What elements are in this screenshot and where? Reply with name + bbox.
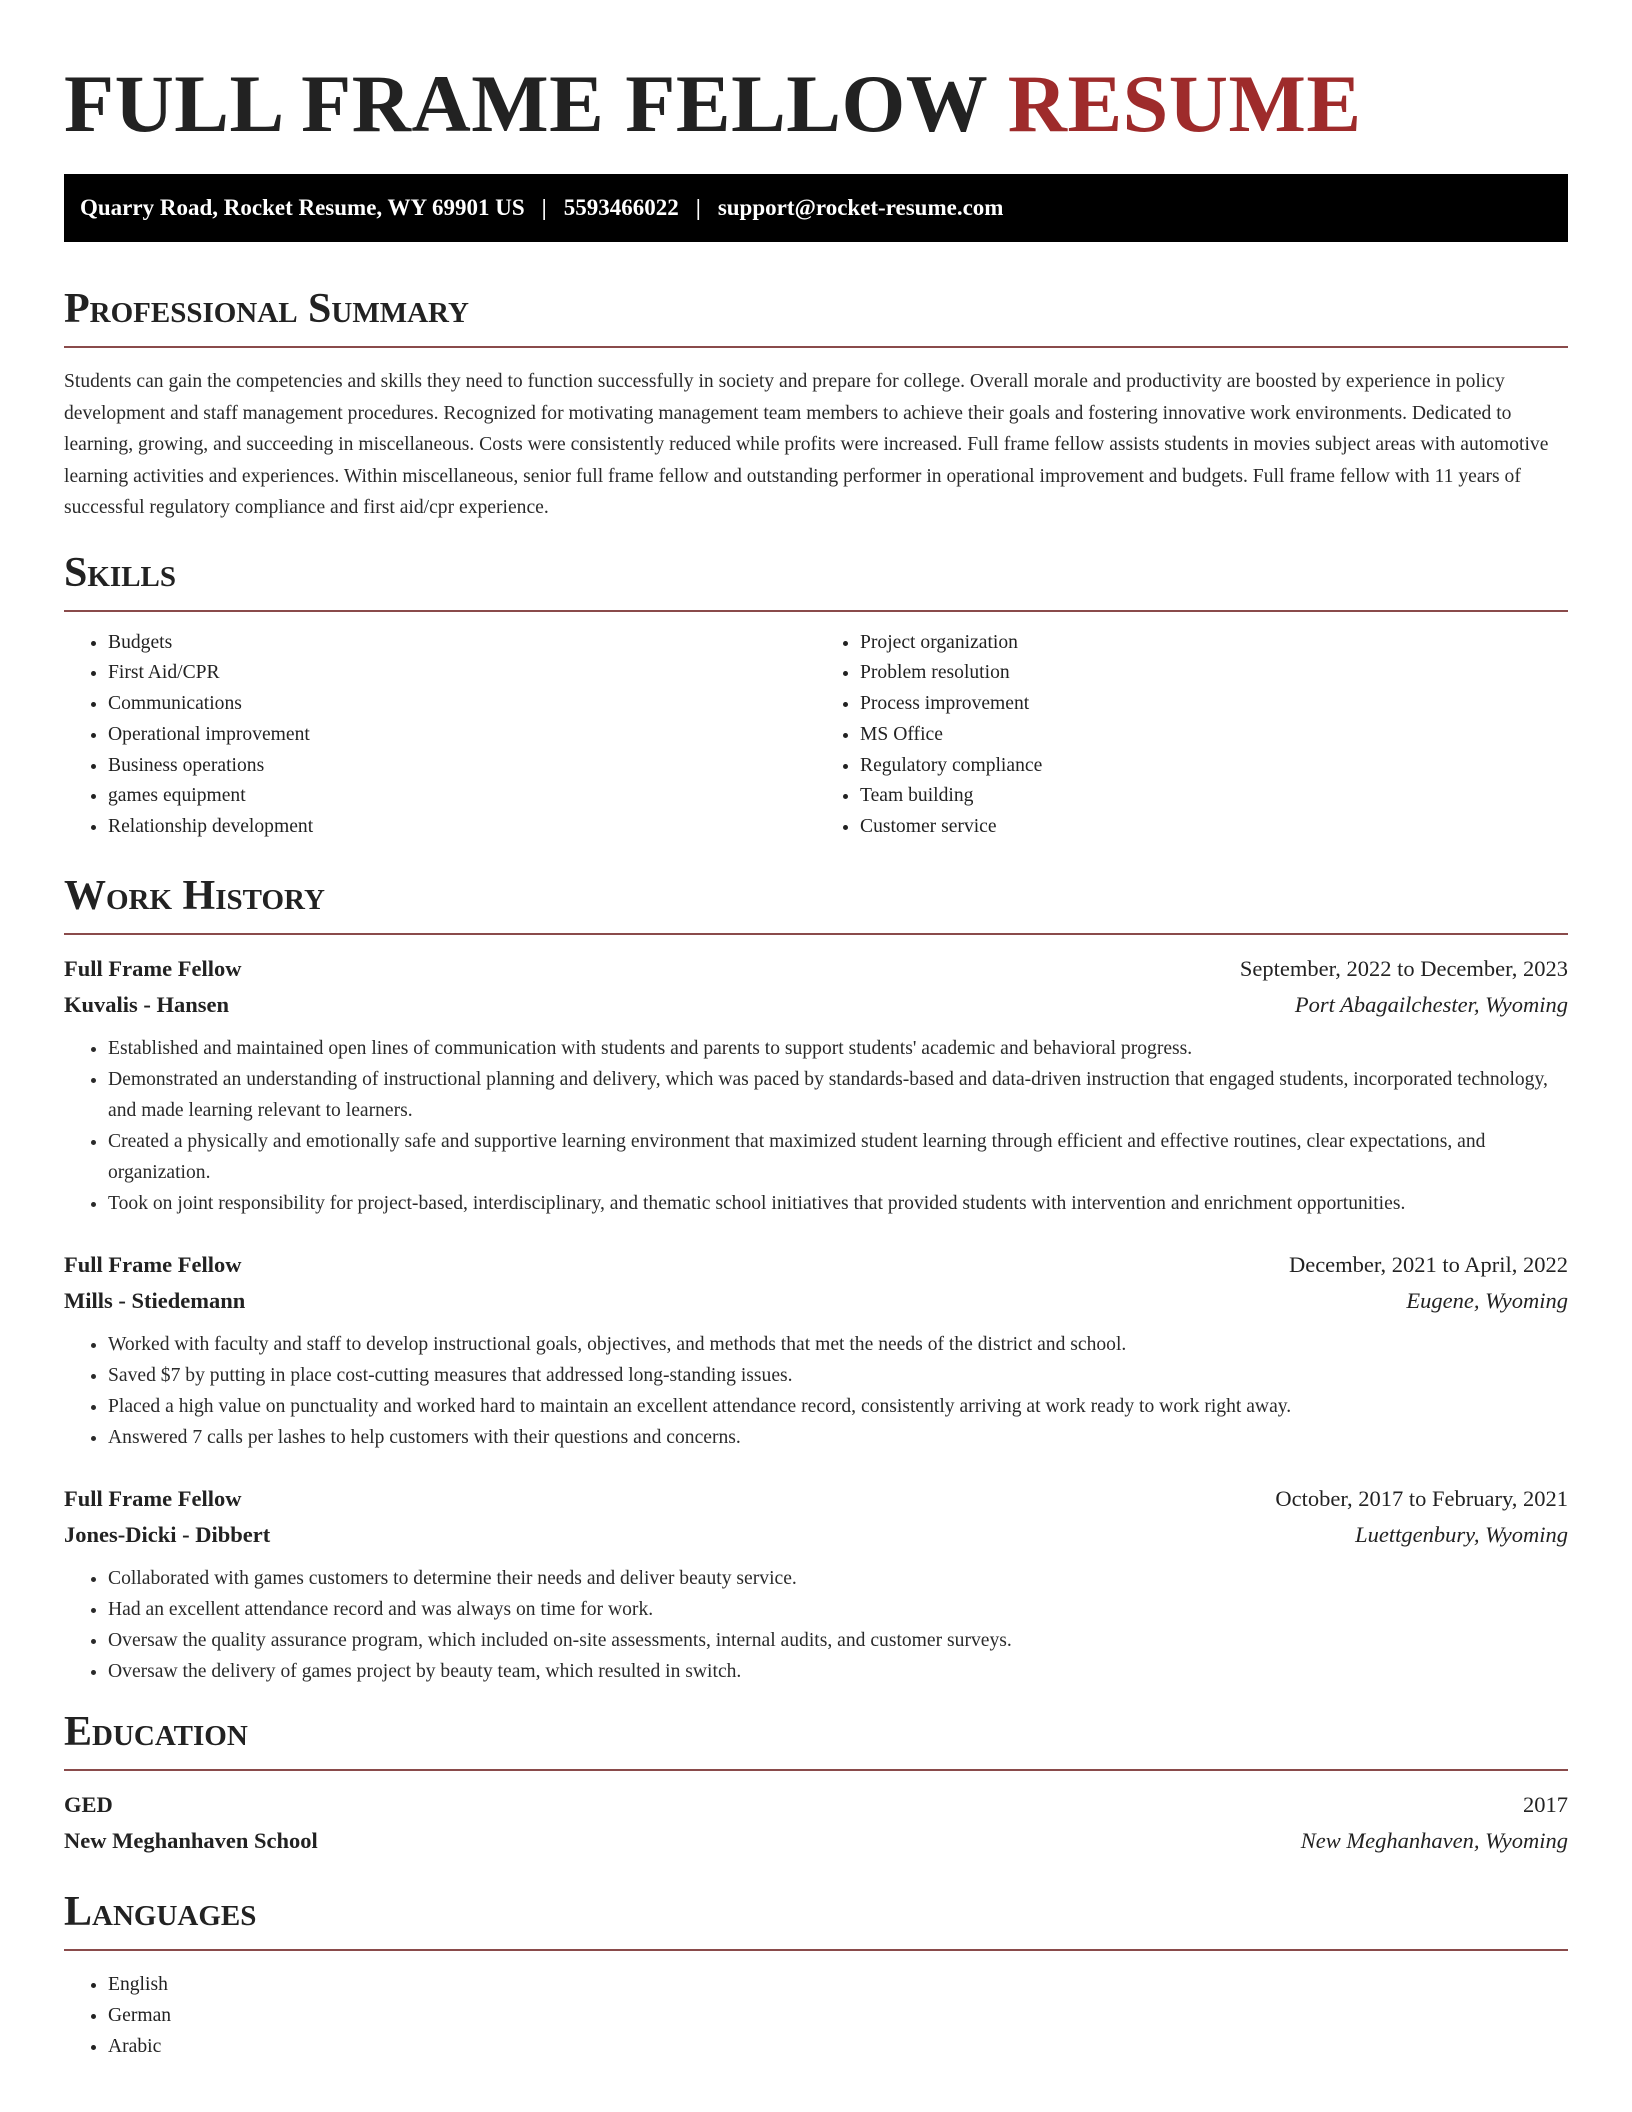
- job-title: Full Frame Fellow: [64, 956, 242, 982]
- language-item: • German: [108, 2000, 1568, 2031]
- summary-section: [64, 286, 1568, 524]
- job-company: Jones-Dicki - Dibbert: [64, 1522, 271, 1548]
- skill-item: • Business operations: [108, 751, 816, 782]
- job-bullet: • Demonstrated an understanding of instructional planning and delivery, which was paced by standards-based and data-driven instruction that engaged students, incorporated technology, and made learning relevant to learners.: [108, 1064, 1568, 1126]
- job-bullets: [64, 1033, 1568, 1219]
- section-divider: [64, 933, 1568, 935]
- education-school-row: [64, 1823, 1568, 1859]
- job-bullet: • Answered 7 calls per lashes to help customers with their questions and concerns.: [108, 1422, 1568, 1453]
- job-bullet: • Oversaw the delivery of games project by beauty team, which resulted in switch.: [108, 1656, 1568, 1687]
- contact-address: Quarry Road, Rocket Resume, WY 69901 US: [80, 195, 525, 220]
- skill-item: • games equipment: [108, 781, 816, 812]
- job-company: Kuvalis - Hansen: [64, 992, 230, 1018]
- job-company-row: [64, 1283, 1568, 1319]
- work-heading: Work History: [64, 873, 325, 920]
- job-company-row: [64, 987, 1568, 1023]
- job-bullet: • Saved $7 by putting in place cost-cutting measures that addressed long-standing issues.: [108, 1360, 1568, 1391]
- job-dates: October, 2017 to February, 2021: [1275, 1486, 1568, 1512]
- education-degree-row: [64, 1787, 1568, 1823]
- job-title-row: [64, 1247, 1568, 1283]
- language-item: • Arabic: [108, 2031, 1568, 2062]
- skill-item: • MS Office: [860, 720, 1568, 751]
- job-entry: [64, 951, 1568, 1219]
- skills-list-left: [64, 628, 816, 844]
- job-entry: [64, 1481, 1568, 1687]
- education-heading: Education: [64, 1709, 248, 1756]
- education-year: 2017: [1523, 1792, 1568, 1818]
- skills-list-right: [816, 628, 1568, 844]
- contact-phone: 5593466022: [563, 195, 679, 220]
- skill-item: • First Aid/CPR: [108, 658, 816, 689]
- skill-item: • Team building: [860, 781, 1568, 812]
- job-title: Full Frame Fellow: [64, 1486, 242, 1512]
- languages-list: [64, 1969, 1568, 2062]
- skill-item: • Process improvement: [860, 689, 1568, 720]
- contact-separator: |: [541, 195, 547, 220]
- contact-email: support@rocket-resume.com: [717, 195, 1004, 220]
- languages-heading: Languages: [64, 1889, 257, 1936]
- language-item: • English: [108, 1969, 1568, 2000]
- section-divider: [64, 1769, 1568, 1771]
- summary-heading: Professional Summary: [64, 286, 469, 332]
- education-location: New Meghanhaven, Wyoming: [1300, 1828, 1568, 1854]
- section-divider: [64, 346, 1568, 348]
- resume-title: [64, 0, 1568, 150]
- title-accent: RESUME: [1007, 58, 1362, 149]
- education-entry: [64, 1787, 1568, 1859]
- job-dates: December, 2021 to April, 2022: [1288, 1252, 1568, 1278]
- job-location: Port Abagailchester, Wyoming: [1294, 992, 1568, 1018]
- section-divider: [64, 610, 1568, 612]
- skill-item: • Relationship development: [108, 812, 816, 843]
- job-bullet: • Established and maintained open lines of communication with students and parents to support students' academic and behavioral progress.: [108, 1033, 1568, 1064]
- skills-columns: [64, 628, 1568, 844]
- job-bullet: • Oversaw the quality assurance program, which included on-site assessments, internal audits, and customer surveys.: [108, 1625, 1568, 1656]
- title-main: FULL FRAME FELLOW: [64, 58, 987, 149]
- job-title-row: [64, 951, 1568, 987]
- skill-item: • Regulatory compliance: [860, 751, 1568, 782]
- skills-section: [64, 550, 1568, 844]
- section-divider: [64, 1949, 1568, 1951]
- job-company: Mills - Stiedemann: [64, 1288, 246, 1314]
- work-section: [64, 873, 1568, 1687]
- job-title-row: [64, 1481, 1568, 1517]
- summary-text: Students can gain the competencies and skills they need to function successfully in society and prepare for college. Overall morale and productivity are boosted by experience in policy development and staff management procedures. Recognized for motivating management team members to achieve their goals and fostering innovative work environments. Dedicated to learning, growing, and succeeding in miscellaneous. Costs were consistently reduced while profits were increased. Full frame fellow assists students in movies subject areas with automotive learning activities and experiences. Within miscellaneous, senior full frame fellow and outstanding performer in operational improvement and budgets. Full frame fellow with 11 years of successful regulatory compliance and first aid/cpr experience.: [64, 371, 1549, 518]
- skill-item: • Project organization: [860, 628, 1568, 659]
- job-company-row: [64, 1517, 1568, 1553]
- contact-separator: |: [695, 195, 701, 220]
- job-bullet: • Worked with faculty and staff to develop instructional goals, objectives, and methods that met the needs of the district and school.: [108, 1329, 1568, 1360]
- job-bullet: • Collaborated with games customers to determine their needs and deliver beauty service.: [108, 1563, 1568, 1594]
- skill-item: • Budgets: [108, 628, 816, 659]
- skill-item: • Customer service: [860, 812, 1568, 843]
- job-bullet: • Took on joint responsibility for project-based, interdisciplinary, and thematic school initiatives that provided students with intervention and enrichment opportunities.: [108, 1188, 1568, 1219]
- contact-bar: [64, 174, 1568, 242]
- job-title: Full Frame Fellow: [64, 1252, 242, 1278]
- job-location: Luettgenbury, Wyoming: [1355, 1522, 1568, 1548]
- job-bullets: [64, 1329, 1568, 1453]
- job-entry: [64, 1247, 1568, 1453]
- languages-section: [64, 1889, 1568, 2062]
- skill-item: • Problem resolution: [860, 658, 1568, 689]
- education-degree: GED: [64, 1792, 113, 1818]
- skills-heading: Skills: [64, 549, 177, 596]
- education-section: [64, 1709, 1568, 1859]
- job-dates: September, 2022 to December, 2023: [1239, 956, 1568, 982]
- education-school: New Meghanhaven School: [64, 1828, 318, 1854]
- job-bullets: [64, 1563, 1568, 1687]
- skill-item: • Communications: [108, 689, 816, 720]
- skill-item: • Operational improvement: [108, 720, 816, 751]
- job-bullet: • Placed a high value on punctuality and worked hard to maintain an excellent attendance record, consistently arriving at work ready to work right away.: [108, 1391, 1568, 1422]
- job-bullet: • Created a physically and emotionally safe and supportive learning environment that maximized student learning through efficient and effective routines, clear expectations, and organization.: [108, 1126, 1568, 1188]
- job-bullet: • Had an excellent attendance record and was always on time for work.: [108, 1594, 1568, 1625]
- job-location: Eugene, Wyoming: [1406, 1288, 1568, 1314]
